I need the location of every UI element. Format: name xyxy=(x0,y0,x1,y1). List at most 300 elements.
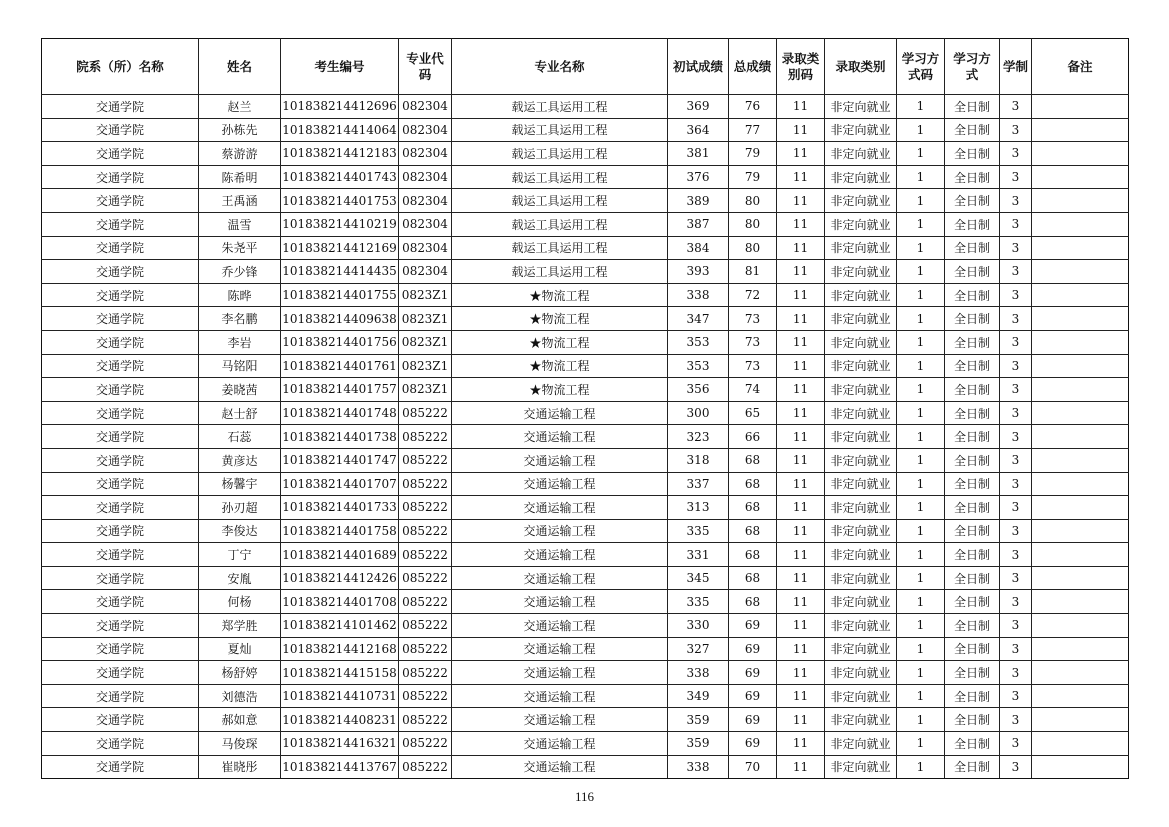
cell-prelim-score: 331 xyxy=(668,543,729,567)
cell-years: 3 xyxy=(1000,142,1032,166)
cell-remarks xyxy=(1032,260,1129,284)
cell-prelim-score: 330 xyxy=(668,614,729,638)
cell-study-mode-code: 1 xyxy=(897,566,945,590)
cell-major-name: 交通运输工程 xyxy=(452,448,668,472)
cell-admit-type: 非定向就业 xyxy=(825,378,897,402)
cell-study-mode-code: 1 xyxy=(897,755,945,779)
cell-exam-id: 101838214414435 xyxy=(281,260,399,284)
cell-admit-type: 非定向就业 xyxy=(825,212,897,236)
table-row xyxy=(42,425,1129,449)
header-admit-type-code: 录取类别码 xyxy=(777,39,825,95)
cell-major-code: 085222 xyxy=(399,401,452,425)
cell-admit-type: 非定向就业 xyxy=(825,165,897,189)
cell-admit-type-code: 11 xyxy=(777,307,825,331)
cell-admit-type-code: 11 xyxy=(777,590,825,614)
cell-prelim-score: 318 xyxy=(668,448,729,472)
cell-years: 3 xyxy=(1000,354,1032,378)
cell-study-mode-code: 1 xyxy=(897,142,945,166)
cell-prelim-score: 376 xyxy=(668,165,729,189)
cell-study-mode: 全日制 xyxy=(945,212,1000,236)
cell-study-mode: 全日制 xyxy=(945,684,1000,708)
cell-major-name: ★物流工程 xyxy=(452,283,668,307)
table-row xyxy=(42,330,1129,354)
cell-major-name: 载运工具运用工程 xyxy=(452,142,668,166)
cell-name: 石蕊 xyxy=(199,425,281,449)
cell-study-mode-code: 1 xyxy=(897,708,945,732)
cell-admit-type-code: 11 xyxy=(777,425,825,449)
cell-major-code: 0823Z1 xyxy=(399,283,452,307)
cell-admit-type-code: 11 xyxy=(777,354,825,378)
cell-dept: 交通学院 xyxy=(42,425,199,449)
cell-prelim-score: 335 xyxy=(668,519,729,543)
cell-name: 何杨 xyxy=(199,590,281,614)
cell-remarks xyxy=(1032,189,1129,213)
cell-admit-type-code: 11 xyxy=(777,212,825,236)
cell-name: 崔晓彤 xyxy=(199,755,281,779)
cell-dept: 交通学院 xyxy=(42,378,199,402)
cell-major-code: 085222 xyxy=(399,755,452,779)
cell-total-score: 77 xyxy=(729,118,777,142)
cell-exam-id: 101838214415158 xyxy=(281,661,399,685)
cell-remarks xyxy=(1032,307,1129,331)
cell-admit-type-code: 11 xyxy=(777,401,825,425)
cell-admit-type: 非定向就业 xyxy=(825,496,897,520)
cell-major-code: 0823Z1 xyxy=(399,307,452,331)
table-row xyxy=(42,543,1129,567)
cell-study-mode: 全日制 xyxy=(945,543,1000,567)
cell-study-mode-code: 1 xyxy=(897,637,945,661)
cell-study-mode-code: 1 xyxy=(897,95,945,119)
cell-exam-id: 101838214414064 xyxy=(281,118,399,142)
cell-dept: 交通学院 xyxy=(42,684,199,708)
cell-major-name: 载运工具运用工程 xyxy=(452,95,668,119)
cell-study-mode-code: 1 xyxy=(897,283,945,307)
cell-prelim-score: 327 xyxy=(668,637,729,661)
cell-admit-type: 非定向就业 xyxy=(825,236,897,260)
cell-total-score: 68 xyxy=(729,566,777,590)
table-row xyxy=(42,189,1129,213)
cell-total-score: 80 xyxy=(729,236,777,260)
cell-remarks xyxy=(1032,566,1129,590)
cell-major-name: ★物流工程 xyxy=(452,354,668,378)
cell-dept: 交通学院 xyxy=(42,661,199,685)
header-major-name: 专业名称 xyxy=(452,39,668,95)
cell-major-code: 085222 xyxy=(399,590,452,614)
cell-admit-type: 非定向就业 xyxy=(825,95,897,119)
table-row xyxy=(42,165,1129,189)
cell-prelim-score: 323 xyxy=(668,425,729,449)
cell-remarks xyxy=(1032,330,1129,354)
cell-study-mode: 全日制 xyxy=(945,708,1000,732)
cell-major-code: 085222 xyxy=(399,661,452,685)
cell-exam-id: 101838214401756 xyxy=(281,330,399,354)
cell-study-mode-code: 1 xyxy=(897,732,945,756)
cell-major-code: 085222 xyxy=(399,637,452,661)
cell-major-code: 082304 xyxy=(399,95,452,119)
cell-years: 3 xyxy=(1000,189,1032,213)
cell-prelim-score: 359 xyxy=(668,732,729,756)
table-row xyxy=(42,212,1129,236)
cell-study-mode: 全日制 xyxy=(945,519,1000,543)
cell-admit-type-code: 11 xyxy=(777,189,825,213)
cell-name: 夏灿 xyxy=(199,637,281,661)
cell-dept: 交通学院 xyxy=(42,472,199,496)
cell-admit-type-code: 11 xyxy=(777,637,825,661)
cell-admit-type: 非定向就业 xyxy=(825,519,897,543)
cell-name: 孙栋先 xyxy=(199,118,281,142)
cell-dept: 交通学院 xyxy=(42,566,199,590)
table-row xyxy=(42,283,1129,307)
cell-prelim-score: 356 xyxy=(668,378,729,402)
cell-study-mode-code: 1 xyxy=(897,496,945,520)
cell-dept: 交通学院 xyxy=(42,401,199,425)
cell-admit-type-code: 11 xyxy=(777,142,825,166)
cell-years: 3 xyxy=(1000,637,1032,661)
cell-name: 郝如意 xyxy=(199,708,281,732)
table-row xyxy=(42,236,1129,260)
cell-admit-type-code: 11 xyxy=(777,165,825,189)
cell-exam-id: 101838214401743 xyxy=(281,165,399,189)
cell-prelim-score: 349 xyxy=(668,684,729,708)
cell-dept: 交通学院 xyxy=(42,590,199,614)
cell-years: 3 xyxy=(1000,519,1032,543)
cell-study-mode-code: 1 xyxy=(897,212,945,236)
cell-years: 3 xyxy=(1000,401,1032,425)
cell-prelim-score: 389 xyxy=(668,189,729,213)
cell-remarks xyxy=(1032,755,1129,779)
cell-name: 杨馨宇 xyxy=(199,472,281,496)
cell-admit-type-code: 11 xyxy=(777,684,825,708)
cell-admit-type-code: 11 xyxy=(777,236,825,260)
cell-admit-type: 非定向就业 xyxy=(825,732,897,756)
cell-study-mode: 全日制 xyxy=(945,401,1000,425)
cell-prelim-score: 393 xyxy=(668,260,729,284)
cell-study-mode-code: 1 xyxy=(897,425,945,449)
cell-dept: 交通学院 xyxy=(42,496,199,520)
cell-years: 3 xyxy=(1000,330,1032,354)
cell-admit-type-code: 11 xyxy=(777,283,825,307)
cell-admit-type: 非定向就业 xyxy=(825,472,897,496)
cell-prelim-score: 353 xyxy=(668,354,729,378)
cell-remarks xyxy=(1032,142,1129,166)
cell-admit-type: 非定向就业 xyxy=(825,401,897,425)
cell-total-score: 68 xyxy=(729,519,777,543)
cell-study-mode-code: 1 xyxy=(897,590,945,614)
cell-admit-type: 非定向就业 xyxy=(825,543,897,567)
cell-remarks xyxy=(1032,614,1129,638)
cell-admit-type: 非定向就业 xyxy=(825,566,897,590)
table-row xyxy=(42,448,1129,472)
cell-admit-type: 非定向就业 xyxy=(825,189,897,213)
cell-prelim-score: 335 xyxy=(668,590,729,614)
cell-major-name: 交通运输工程 xyxy=(452,472,668,496)
cell-years: 3 xyxy=(1000,283,1032,307)
cell-exam-id: 101838214401755 xyxy=(281,283,399,307)
table-row xyxy=(42,637,1129,661)
cell-name: 朱尧平 xyxy=(199,236,281,260)
cell-admit-type-code: 11 xyxy=(777,661,825,685)
cell-study-mode: 全日制 xyxy=(945,472,1000,496)
cell-dept: 交通学院 xyxy=(42,165,199,189)
cell-major-name: 载运工具运用工程 xyxy=(452,260,668,284)
cell-exam-id: 101838214401738 xyxy=(281,425,399,449)
cell-major-name: 载运工具运用工程 xyxy=(452,212,668,236)
cell-years: 3 xyxy=(1000,118,1032,142)
cell-major-name: 交通运输工程 xyxy=(452,708,668,732)
cell-years: 3 xyxy=(1000,755,1032,779)
table-row xyxy=(42,472,1129,496)
cell-name: 姜晓茜 xyxy=(199,378,281,402)
cell-major-name: ★物流工程 xyxy=(452,330,668,354)
cell-major-code: 085222 xyxy=(399,496,452,520)
cell-major-code: 085222 xyxy=(399,472,452,496)
cell-admit-type-code: 11 xyxy=(777,708,825,732)
table-row xyxy=(42,614,1129,638)
cell-study-mode: 全日制 xyxy=(945,614,1000,638)
cell-admit-type-code: 11 xyxy=(777,378,825,402)
cell-total-score: 81 xyxy=(729,260,777,284)
cell-total-score: 69 xyxy=(729,661,777,685)
header-major-code: 专业代码 xyxy=(399,39,452,95)
cell-major-name: 载运工具运用工程 xyxy=(452,236,668,260)
cell-years: 3 xyxy=(1000,212,1032,236)
cell-dept: 交通学院 xyxy=(42,543,199,567)
cell-major-name: 交通运输工程 xyxy=(452,425,668,449)
table-row xyxy=(42,354,1129,378)
table-row xyxy=(42,401,1129,425)
cell-study-mode-code: 1 xyxy=(897,661,945,685)
cell-years: 3 xyxy=(1000,732,1032,756)
cell-exam-id: 101838214416321 xyxy=(281,732,399,756)
cell-years: 3 xyxy=(1000,425,1032,449)
cell-major-code: 085222 xyxy=(399,566,452,590)
cell-total-score: 68 xyxy=(729,543,777,567)
cell-exam-id: 101838214101462 xyxy=(281,614,399,638)
cell-prelim-score: 384 xyxy=(668,236,729,260)
header-admit-type: 录取类别 xyxy=(825,39,897,95)
cell-exam-id: 101838214410219 xyxy=(281,212,399,236)
header-remarks: 备注 xyxy=(1032,39,1129,95)
cell-study-mode: 全日制 xyxy=(945,448,1000,472)
cell-name: 丁宁 xyxy=(199,543,281,567)
cell-years: 3 xyxy=(1000,614,1032,638)
cell-remarks xyxy=(1032,425,1129,449)
cell-admit-type: 非定向就业 xyxy=(825,307,897,331)
page-number: 116 xyxy=(574,789,595,804)
cell-remarks xyxy=(1032,543,1129,567)
cell-dept: 交通学院 xyxy=(42,189,199,213)
cell-remarks xyxy=(1032,472,1129,496)
cell-total-score: 73 xyxy=(729,354,777,378)
cell-total-score: 68 xyxy=(729,496,777,520)
cell-years: 3 xyxy=(1000,260,1032,284)
cell-major-code: 0823Z1 xyxy=(399,330,452,354)
cell-exam-id: 101838214401753 xyxy=(281,189,399,213)
cell-major-code: 085222 xyxy=(399,708,452,732)
cell-dept: 交通学院 xyxy=(42,448,199,472)
cell-major-name: 交通运输工程 xyxy=(452,519,668,543)
cell-exam-id: 101838214401761 xyxy=(281,354,399,378)
cell-exam-id: 101838214412169 xyxy=(281,236,399,260)
cell-major-code: 0823Z1 xyxy=(399,354,452,378)
cell-prelim-score: 345 xyxy=(668,566,729,590)
cell-study-mode: 全日制 xyxy=(945,260,1000,284)
cell-major-name: 交通运输工程 xyxy=(452,637,668,661)
cell-total-score: 76 xyxy=(729,95,777,119)
cell-exam-id: 101838214412168 xyxy=(281,637,399,661)
cell-major-name: 交通运输工程 xyxy=(452,684,668,708)
cell-major-code: 085222 xyxy=(399,425,452,449)
cell-major-name: 载运工具运用工程 xyxy=(452,165,668,189)
cell-prelim-score: 313 xyxy=(668,496,729,520)
cell-dept: 交通学院 xyxy=(42,755,199,779)
cell-major-name: 交通运输工程 xyxy=(452,566,668,590)
cell-name: 乔少锋 xyxy=(199,260,281,284)
cell-major-name: ★物流工程 xyxy=(452,378,668,402)
cell-major-code: 085222 xyxy=(399,684,452,708)
cell-exam-id: 101838214409638 xyxy=(281,307,399,331)
cell-years: 3 xyxy=(1000,472,1032,496)
cell-years: 3 xyxy=(1000,236,1032,260)
cell-study-mode: 全日制 xyxy=(945,425,1000,449)
cell-admit-type-code: 11 xyxy=(777,566,825,590)
cell-study-mode-code: 1 xyxy=(897,330,945,354)
cell-major-code: 082304 xyxy=(399,165,452,189)
cell-prelim-score: 338 xyxy=(668,755,729,779)
cell-dept: 交通学院 xyxy=(42,142,199,166)
cell-admit-type: 非定向就业 xyxy=(825,755,897,779)
cell-study-mode: 全日制 xyxy=(945,637,1000,661)
cell-years: 3 xyxy=(1000,684,1032,708)
cell-admit-type-code: 11 xyxy=(777,472,825,496)
cell-study-mode-code: 1 xyxy=(897,684,945,708)
cell-study-mode: 全日制 xyxy=(945,142,1000,166)
table-row xyxy=(42,755,1129,779)
cell-prelim-score: 359 xyxy=(668,708,729,732)
cell-admit-type-code: 11 xyxy=(777,448,825,472)
cell-prelim-score: 364 xyxy=(668,118,729,142)
cell-dept: 交通学院 xyxy=(42,118,199,142)
cell-major-code: 085222 xyxy=(399,614,452,638)
cell-remarks xyxy=(1032,354,1129,378)
cell-years: 3 xyxy=(1000,95,1032,119)
cell-study-mode: 全日制 xyxy=(945,354,1000,378)
table-row xyxy=(42,307,1129,331)
cell-remarks xyxy=(1032,708,1129,732)
cell-years: 3 xyxy=(1000,543,1032,567)
cell-years: 3 xyxy=(1000,378,1032,402)
cell-study-mode: 全日制 xyxy=(945,283,1000,307)
cell-admit-type: 非定向就业 xyxy=(825,708,897,732)
cell-remarks xyxy=(1032,165,1129,189)
table-row xyxy=(42,590,1129,614)
cell-prelim-score: 353 xyxy=(668,330,729,354)
cell-remarks xyxy=(1032,283,1129,307)
table-row xyxy=(42,142,1129,166)
cell-years: 3 xyxy=(1000,566,1032,590)
cell-dept: 交通学院 xyxy=(42,236,199,260)
cell-dept: 交通学院 xyxy=(42,519,199,543)
cell-remarks xyxy=(1032,401,1129,425)
cell-dept: 交通学院 xyxy=(42,307,199,331)
cell-exam-id: 101838214413767 xyxy=(281,755,399,779)
cell-name: 李岩 xyxy=(199,330,281,354)
cell-major-code: 085222 xyxy=(399,448,452,472)
cell-name: 杨舒婷 xyxy=(199,661,281,685)
cell-study-mode: 全日制 xyxy=(945,330,1000,354)
cell-name: 刘德浩 xyxy=(199,684,281,708)
cell-remarks xyxy=(1032,732,1129,756)
header-study-mode-code: 学习方式码 xyxy=(897,39,945,95)
cell-total-score: 79 xyxy=(729,142,777,166)
cell-study-mode-code: 1 xyxy=(897,519,945,543)
header-study-mode: 学习方式 xyxy=(945,39,1000,95)
cell-total-score: 68 xyxy=(729,590,777,614)
cell-major-name: 交通运输工程 xyxy=(452,732,668,756)
cell-study-mode: 全日制 xyxy=(945,566,1000,590)
cell-study-mode: 全日制 xyxy=(945,118,1000,142)
cell-exam-id: 101838214401708 xyxy=(281,590,399,614)
cell-study-mode: 全日制 xyxy=(945,661,1000,685)
cell-admit-type: 非定向就业 xyxy=(825,661,897,685)
admission-table xyxy=(41,38,1129,779)
cell-admit-type: 非定向就业 xyxy=(825,354,897,378)
cell-major-name: 交通运输工程 xyxy=(452,496,668,520)
cell-admit-type: 非定向就业 xyxy=(825,637,897,661)
cell-major-code: 082304 xyxy=(399,212,452,236)
header-years: 学制 xyxy=(1000,39,1032,95)
cell-dept: 交通学院 xyxy=(42,330,199,354)
cell-study-mode: 全日制 xyxy=(945,590,1000,614)
cell-exam-id: 101838214401707 xyxy=(281,472,399,496)
cell-dept: 交通学院 xyxy=(42,95,199,119)
cell-name: 马铭阳 xyxy=(199,354,281,378)
cell-name: 温雪 xyxy=(199,212,281,236)
cell-total-score: 69 xyxy=(729,708,777,732)
cell-total-score: 68 xyxy=(729,448,777,472)
table-row xyxy=(42,378,1129,402)
cell-name: 陈希明 xyxy=(199,165,281,189)
cell-study-mode-code: 1 xyxy=(897,354,945,378)
cell-major-code: 082304 xyxy=(399,189,452,213)
cell-exam-id: 101838214401758 xyxy=(281,519,399,543)
cell-major-name: 交通运输工程 xyxy=(452,401,668,425)
cell-exam-id: 101838214401689 xyxy=(281,543,399,567)
cell-prelim-score: 347 xyxy=(668,307,729,331)
header-row xyxy=(42,39,1129,95)
cell-major-code: 085222 xyxy=(399,519,452,543)
cell-remarks xyxy=(1032,637,1129,661)
cell-years: 3 xyxy=(1000,708,1032,732)
cell-study-mode: 全日制 xyxy=(945,189,1000,213)
table-row xyxy=(42,566,1129,590)
cell-study-mode-code: 1 xyxy=(897,189,945,213)
table-row xyxy=(42,684,1129,708)
cell-study-mode-code: 1 xyxy=(897,307,945,331)
cell-total-score: 74 xyxy=(729,378,777,402)
cell-exam-id: 101838214412426 xyxy=(281,566,399,590)
cell-total-score: 73 xyxy=(729,330,777,354)
cell-major-name: 交通运输工程 xyxy=(452,661,668,685)
cell-admit-type: 非定向就业 xyxy=(825,283,897,307)
cell-major-name: 交通运输工程 xyxy=(452,543,668,567)
cell-name: 孙刃超 xyxy=(199,496,281,520)
cell-total-score: 80 xyxy=(729,189,777,213)
cell-name: 赵兰 xyxy=(199,95,281,119)
cell-study-mode-code: 1 xyxy=(897,614,945,638)
table-row xyxy=(42,118,1129,142)
cell-remarks xyxy=(1032,95,1129,119)
